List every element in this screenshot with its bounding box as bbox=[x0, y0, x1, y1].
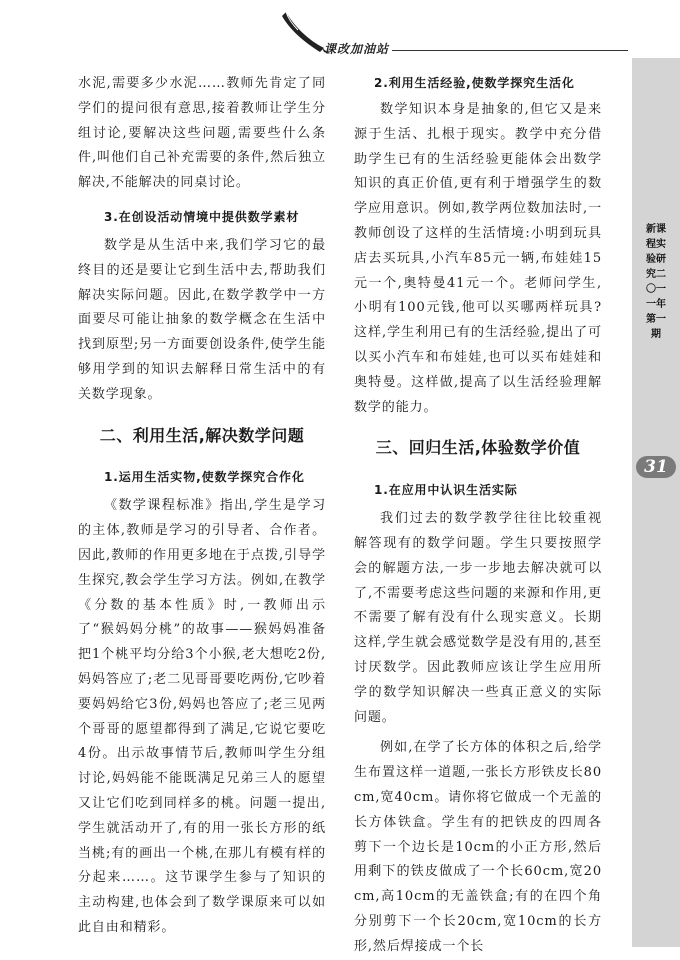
pen-nib-icon bbox=[272, 8, 332, 58]
section-heading: 三、回归生活,体验数学价值 bbox=[375, 438, 581, 458]
column-title: 课改加油站 bbox=[324, 42, 390, 56]
sidebar-band bbox=[632, 58, 680, 947]
journal-name: 新课程实验研究二〇一一年第一期 bbox=[646, 224, 666, 340]
right-column bbox=[354, 72, 602, 960]
paragraph: 数学是从生活中来,我们学习它的最终目的还是要让它到生活中去,帮助我们解决实际问题。因此,在数学教学中一方面要尽可能让抽象的数学概念在生活中找到原型;另一方面要创设条件,使学生能够用学到的知识去解释日常生活中的有关数学现象。 bbox=[78, 237, 326, 402]
paragraph: 例如,在学了长方体的体积之后,给学生布置这样一道题,一张长方形铁皮长80cm,宽40cm。请你将它做成一个无盖的长方体铁盒。学生有的把铁皮的四周各剪下一个边长是10cm的小正方形,然后用剩下的铁皮做成了一个长60cm,宽20cm,高10cm的无盖铁盒;有的在四个角分别剪下一个长20cm,宽10cm的长方形,然后焊接成一个长 bbox=[354, 740, 602, 954]
page-number: 31 bbox=[636, 456, 676, 478]
header-rule bbox=[392, 50, 628, 51]
paragraph: 数学知识本身是抽象的,但它又是来源于生活、扎根于现实。教学中充分借助学生已有的生活经验更能体会出数学知识的真正价值,更有利于增强学生的数学应用意识。例如,教学两位数加法时,一教师创设了这样的生活情境:小明到玩具店去买玩具,小汽车85元一辆,布娃娃15元一个,奥特曼41元一个。老师问学生,小明有100元钱,他可以买哪两样玩具?这样,学生利用已有的生活经验,提出了可以买小汽车和布娃娃,也可以买布娃娃和奥特曼。这样做,提高了以生活经验理解数学的能力。 bbox=[354, 102, 602, 415]
left-column bbox=[78, 72, 326, 941]
subsection-heading: 2.利用生活经验,使数学探究生活化 bbox=[374, 76, 575, 90]
paragraph: 我们过去的数学教学往往比较重视解答现有的数学问题。学生只要按照学会的解题方法,一步一步地去解决就可以了,不需要考虑这些问题的来源和作用,更不需要了解有没有什么现实意义。长期这样,学生就会感觉数学是没有用的,甚至讨厌数学。因此教师应该让学生应用所学的数学知识解决一些真正意义的实际问题。 bbox=[354, 511, 602, 725]
section-heading: 二、利用生活,解决数学问题 bbox=[99, 425, 305, 445]
subsection-heading: 3.在创设活动情境中提供数学素材 bbox=[104, 209, 300, 224]
subsection-heading: 1.运用生活实物,使数学探究合作化 bbox=[104, 470, 305, 485]
paragraph: 《数学课程标准》指出,学生是学习的主体,教师是学习的引导者、合作者。因此,教师的作用更多地在于点拨,引导学生探究,教会学生学习方法。例如,在教学《分数的基本性质》时,一教师出示了“猴妈妈分桃”的故事——猴妈妈准备把1个桃平均分给3个小猴,老大想吃2份,妈妈答应了;老二见哥哥要吃两份,它吵着要妈妈给它3份,妈妈也答应了;老三见两个哥哥的愿望都得到了满足,它说它要吃4份。出示故事情节后,教师叫学生分组讨论,妈妈能不能既满足兄弟三人的愿望又让它们吃到同样多的桃。问题一提出,学生就活动开了,有的用一张长方形的纸当桃;有的画出一个桃,在那儿有模有样的分起来……。这节课学生参与了知识的主动构建,也体会到了数学课原来可以如此自由和精彩。 bbox=[78, 498, 326, 935]
paragraph: 水泥,需要多少水泥……教师先肯定了同学们的提问很有意思,接着教师让学生分组讨论,要解决这些问题,需要些什么条件,叫他们自己补充需要的条件,然后独立解决,不能解决的同桌讨论。 bbox=[78, 76, 326, 191]
subsection-heading: 1.在应用中认识生活实际 bbox=[374, 483, 518, 498]
